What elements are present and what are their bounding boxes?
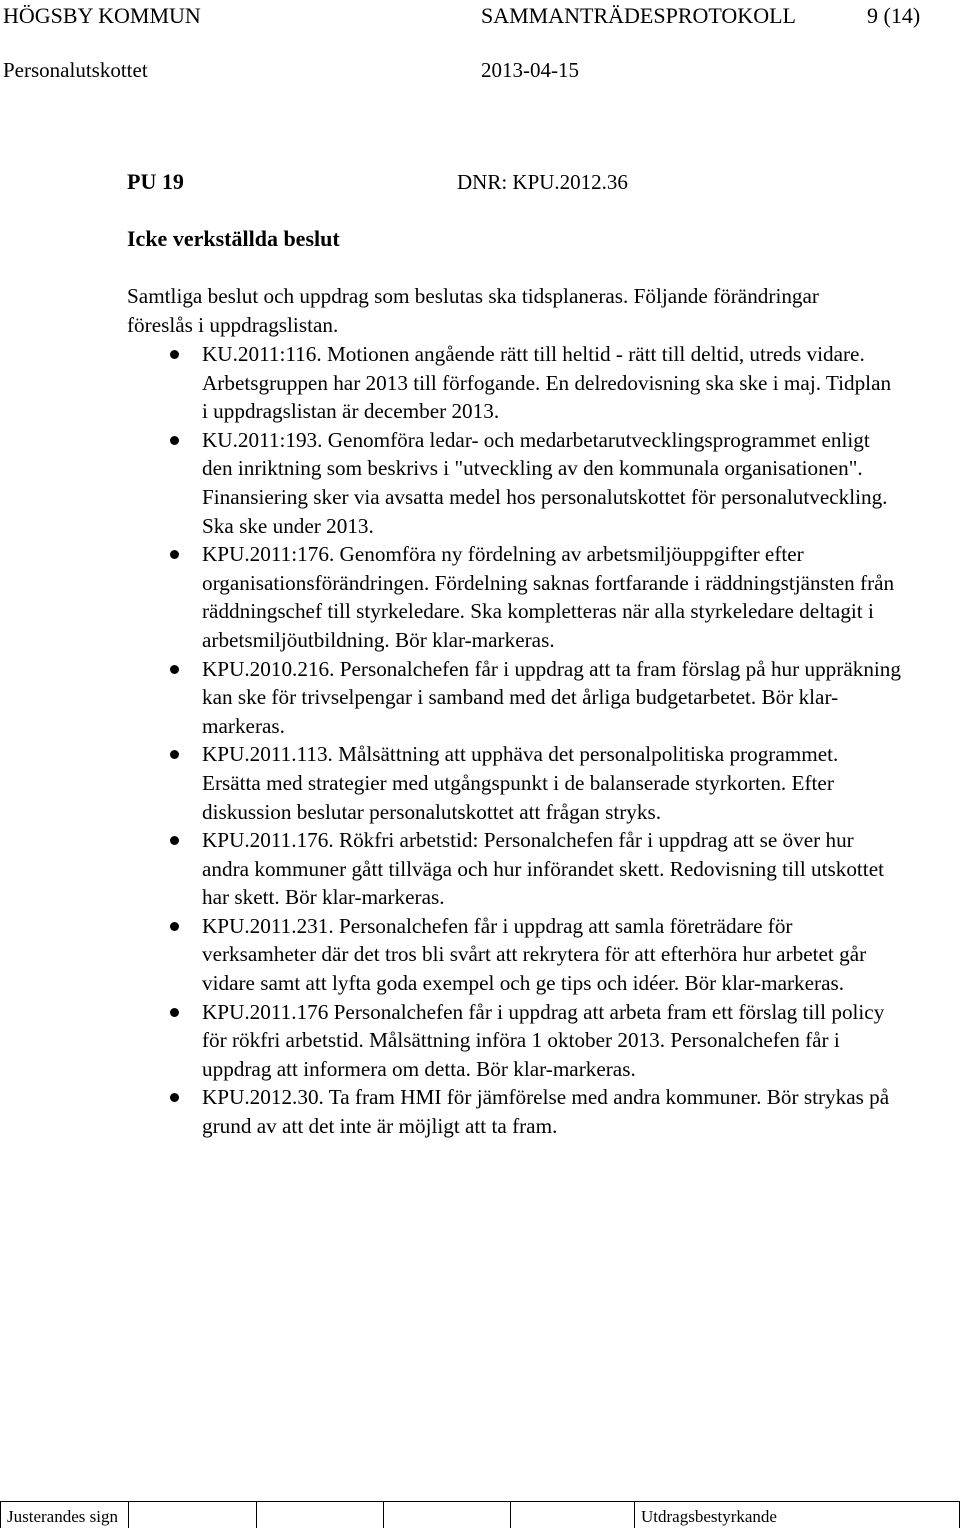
document-type: SAMMANTRÄDESPROTOKOLL <box>481 3 796 28</box>
list-item <box>202 540 902 654</box>
bullet-icon <box>170 836 179 845</box>
list-item <box>202 1083 902 1140</box>
signature-box <box>129 1502 257 1528</box>
extract-certification-label: Utdragsbestyrkande <box>635 1502 960 1528</box>
bullet-icon <box>170 350 179 359</box>
bullet-icon <box>170 1093 179 1102</box>
bullet-icon <box>170 550 179 559</box>
list-item-text: KPU.2010.216. Personalchefen får i uppdrag att ta fram förslag på hur uppräkning kan ske för trivselpengar i samband med det årliga budgetarbetet. Bör klar-markeras. <box>202 656 901 738</box>
list-item-text: KU.2011:193. Genomföra ledar- och medarbetarutvecklingsprogrammet enligt den inriktning som beskrivs i "utveckling av den kommunala organisationen". Finansiering sker via avsatta medel hos personalutskottet för personalutveckling. Ska ske under 2013. <box>202 427 888 538</box>
list-item <box>202 426 902 540</box>
decision-list <box>0 340 960 1141</box>
list-item-text: KPU.2011.113. Målsättning att upphäva det personalpolitiska programmet. Ersätta med strategier med utgångspunkt i de balanserade styrkorten. Efter diskussion beslutar personalutskottet att frågan stryks. <box>202 742 839 824</box>
list-item-text: KPU.2011:176. Genomföra ny fördelning av arbetsmiljöuppgifter efter organisationsförändringen. Fördelning saknas fortfarande i räddningstjänsten från räddningschef till styrkeledare. Ska kompletteras när alla styrkeledare deltagit i arbetsmiljöutbildning. Bör klar-markeras. <box>202 542 895 652</box>
signature-box <box>257 1502 384 1528</box>
bullet-icon <box>170 436 179 445</box>
signature-box <box>511 1502 635 1528</box>
bullet-icon <box>170 665 179 674</box>
section-dnr: DNR: KPU.2012.36 <box>457 170 628 194</box>
list-item <box>202 340 902 426</box>
list-item <box>202 740 902 826</box>
section-number: PU 19 <box>127 169 184 194</box>
signature-footer <box>0 1501 960 1528</box>
list-item <box>202 826 902 912</box>
list-item-text: KU.2011:116. Motionen angående rätt till heltid - rätt till deltid, utreds vidare. Arbetsgruppen har 2013 till förfogande. En delredovisning ska ske i maj. Tidplan i uppdragslistan är december 2013. <box>202 342 892 424</box>
list-item-text: KPU.2012.30. Ta fram HMI för jämförelse med andra kommuner. Bör strykas på grund av att det inte är möjligt att ta fram. <box>202 1085 890 1139</box>
list-item <box>202 998 902 1084</box>
committee-name: Personalutskottet <box>3 58 148 82</box>
signature-label: Justerandes sign <box>0 1502 129 1528</box>
meeting-date: 2013-04-15 <box>481 58 579 82</box>
list-item-text: KPU.2011.176. Rökfri arbetstid: Personalchefen får i uppdrag att se över hur andra kommuner gått tillväga och hur införandet skett. Redovisning till utskottet har skett. Bör klar-markeras. <box>202 828 884 910</box>
list-item-text: KPU.2011.176 Personalchefen får i uppdrag att arbeta fram ett förslag till policy för rökfri arbetstid. Målsättning införa 1 oktober 2013. Personalchefen får i uppdrag att informera om detta. Bör klar-markeras. <box>202 999 885 1081</box>
list-item <box>202 912 902 998</box>
bullet-icon <box>170 1008 179 1017</box>
page-number: 9 (14) <box>867 3 921 28</box>
section-title: Icke verkställda beslut <box>127 226 340 251</box>
list-item-text: KPU.2011.231. Personalchefen får i uppdrag att samla företrädare för verksamheter där det tros bli svårt att rekrytera för att efterhöra hur arbetet går vidare samt att lyfta goda exempel och ge tips och idéer. Bör klar-markeras. <box>202 913 867 996</box>
signature-box <box>384 1502 511 1528</box>
bullet-icon <box>170 750 179 759</box>
bullet-icon <box>170 922 179 931</box>
list-item <box>202 655 902 741</box>
intro-paragraph: Samtliga beslut och uppdrag som beslutas ska tidsplaneras. Följande förändringar föreslås i uppdragslistan. <box>127 284 819 337</box>
organization-name: HÖGSBY KOMMUN <box>3 3 201 28</box>
